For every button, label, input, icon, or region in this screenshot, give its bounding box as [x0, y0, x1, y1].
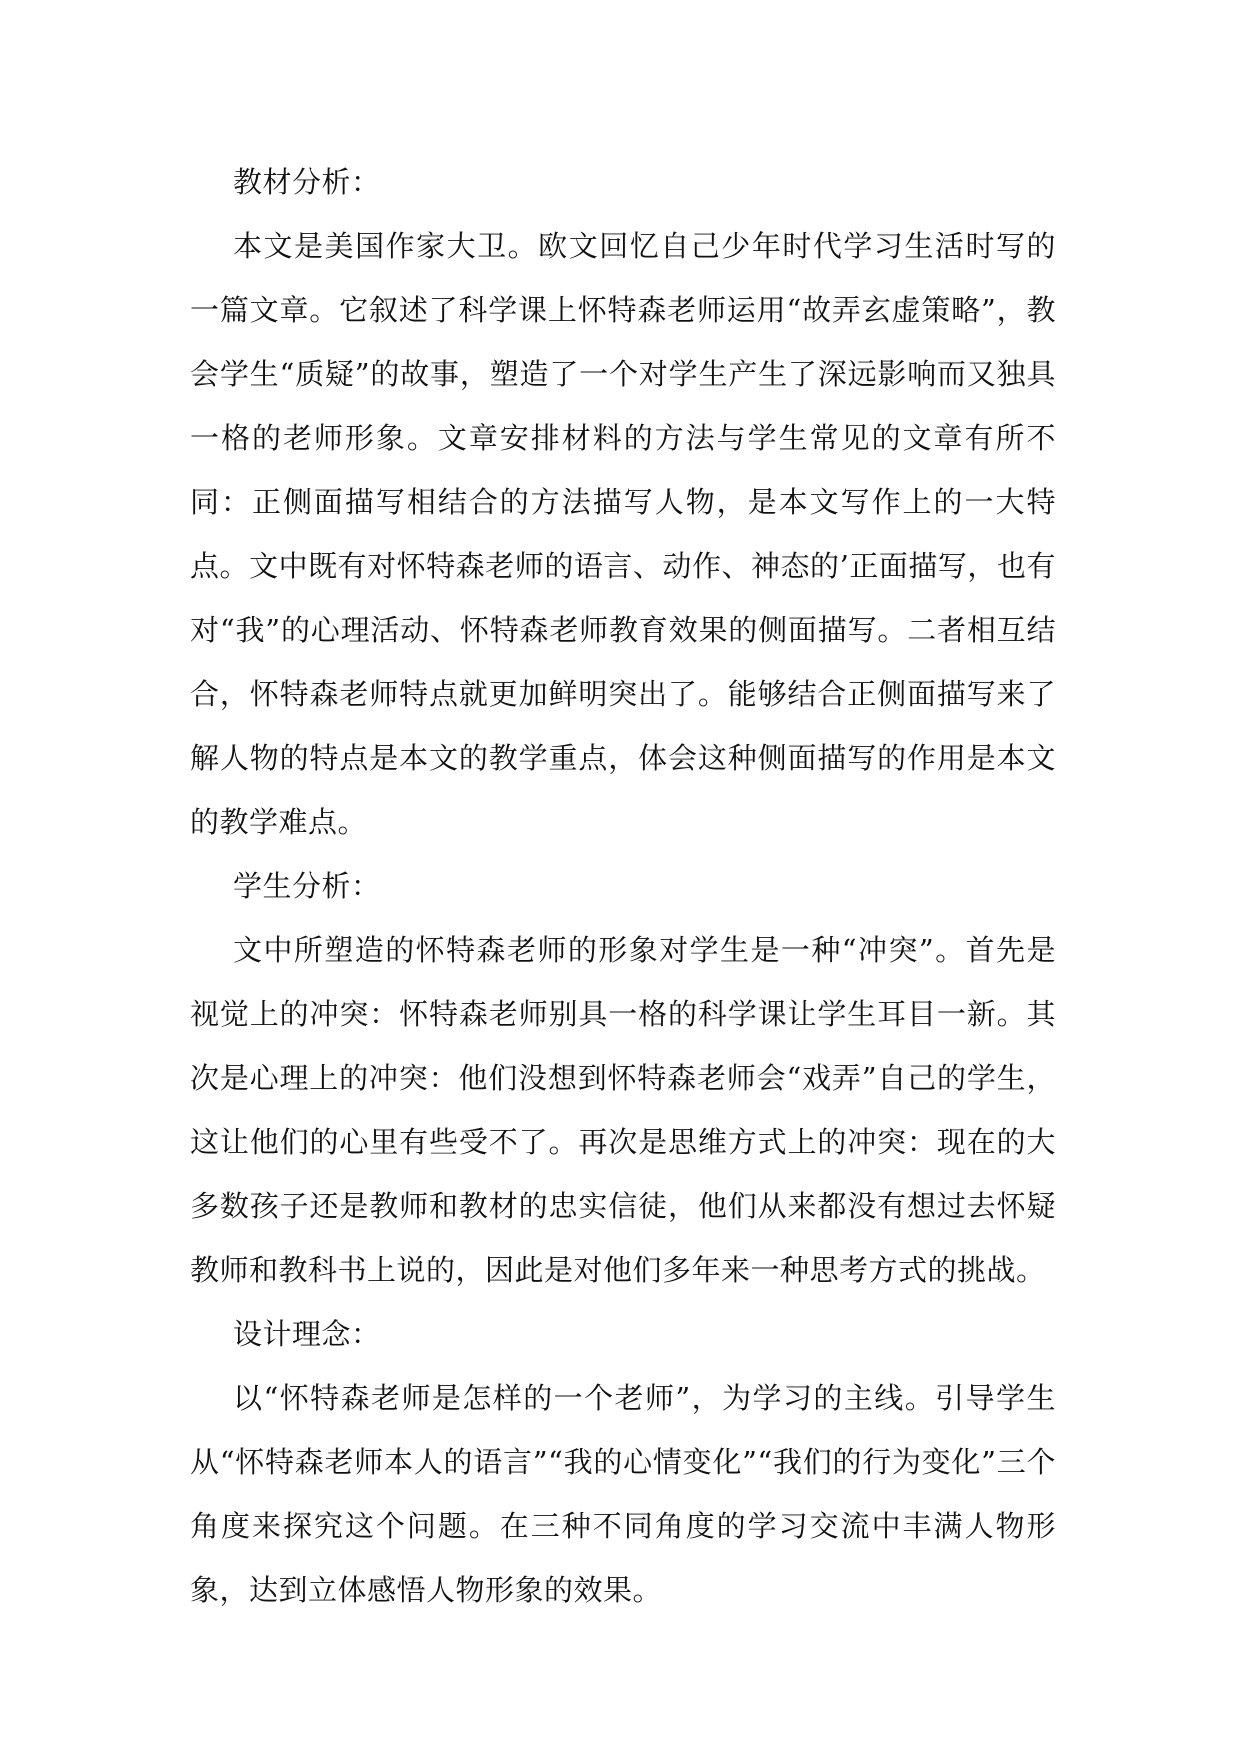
section-heading-design-concept: 设计理念： [233, 1317, 381, 1351]
section-paragraph-student-analysis: 文中所塑造的怀特森老师的形象对学生是一种“冲突”。首先是视觉上的冲突：怀特森老师别具一格的科学课让学生耳目一新。其次是心理上的冲突：他们没想到怀特森老师会“戏弄”自己的学生，这让他们的心里有些受不了。再次是思维方式上的冲突：现在的大多数孩子还是教师和教材的忠实信徒，他们从来都没有想过去怀疑教师和教科书上说的，因此是对他们多年来一种思考方式的挑战。 [190, 933, 1056, 1287]
document-body [190, 150, 1056, 1622]
section-paragraph-textbook-analysis: 本文是美国作家大卫。欧文回忆自己少年时代学习生活时写的一篇文章。它叙述了科学课上怀特森老师运用“故弄玄虚策略”，教会学生“质疑”的故事，塑造了一个对学生产生了深远影响而又独具一格的老师形象。文章安排材料的方法与学生常见的文章有所不同：正侧面描写相结合的方法描写人物，是本文写作上的一大特点。文中既有对怀特森老师的语言、动作、神态的’正面描写，也有对“我”的心理活动、怀特森老师教育效果的侧面描写。二者相互结合，怀特森老师特点就更加鲜明突出了。能够结合正侧面描写来了解人物的特点是本文的教学重点，体会这种侧面描写的作用是本文的教学难点。 [190, 229, 1056, 839]
section-heading-student-analysis: 学生分析： [233, 869, 381, 903]
section-heading-textbook-analysis: 教材分析： [233, 165, 381, 199]
section-paragraph-design-concept: 以“怀特森老师是怎样的一个老师”，为学习的主线。引导学生从“怀特森老师本人的语言”“我的心情变化”“我们的行为变化”三个角度来探究这个问题。在三种不同角度的学习交流中丰满人物形象，达到立体感悟人物形象的效果。 [190, 1381, 1056, 1607]
